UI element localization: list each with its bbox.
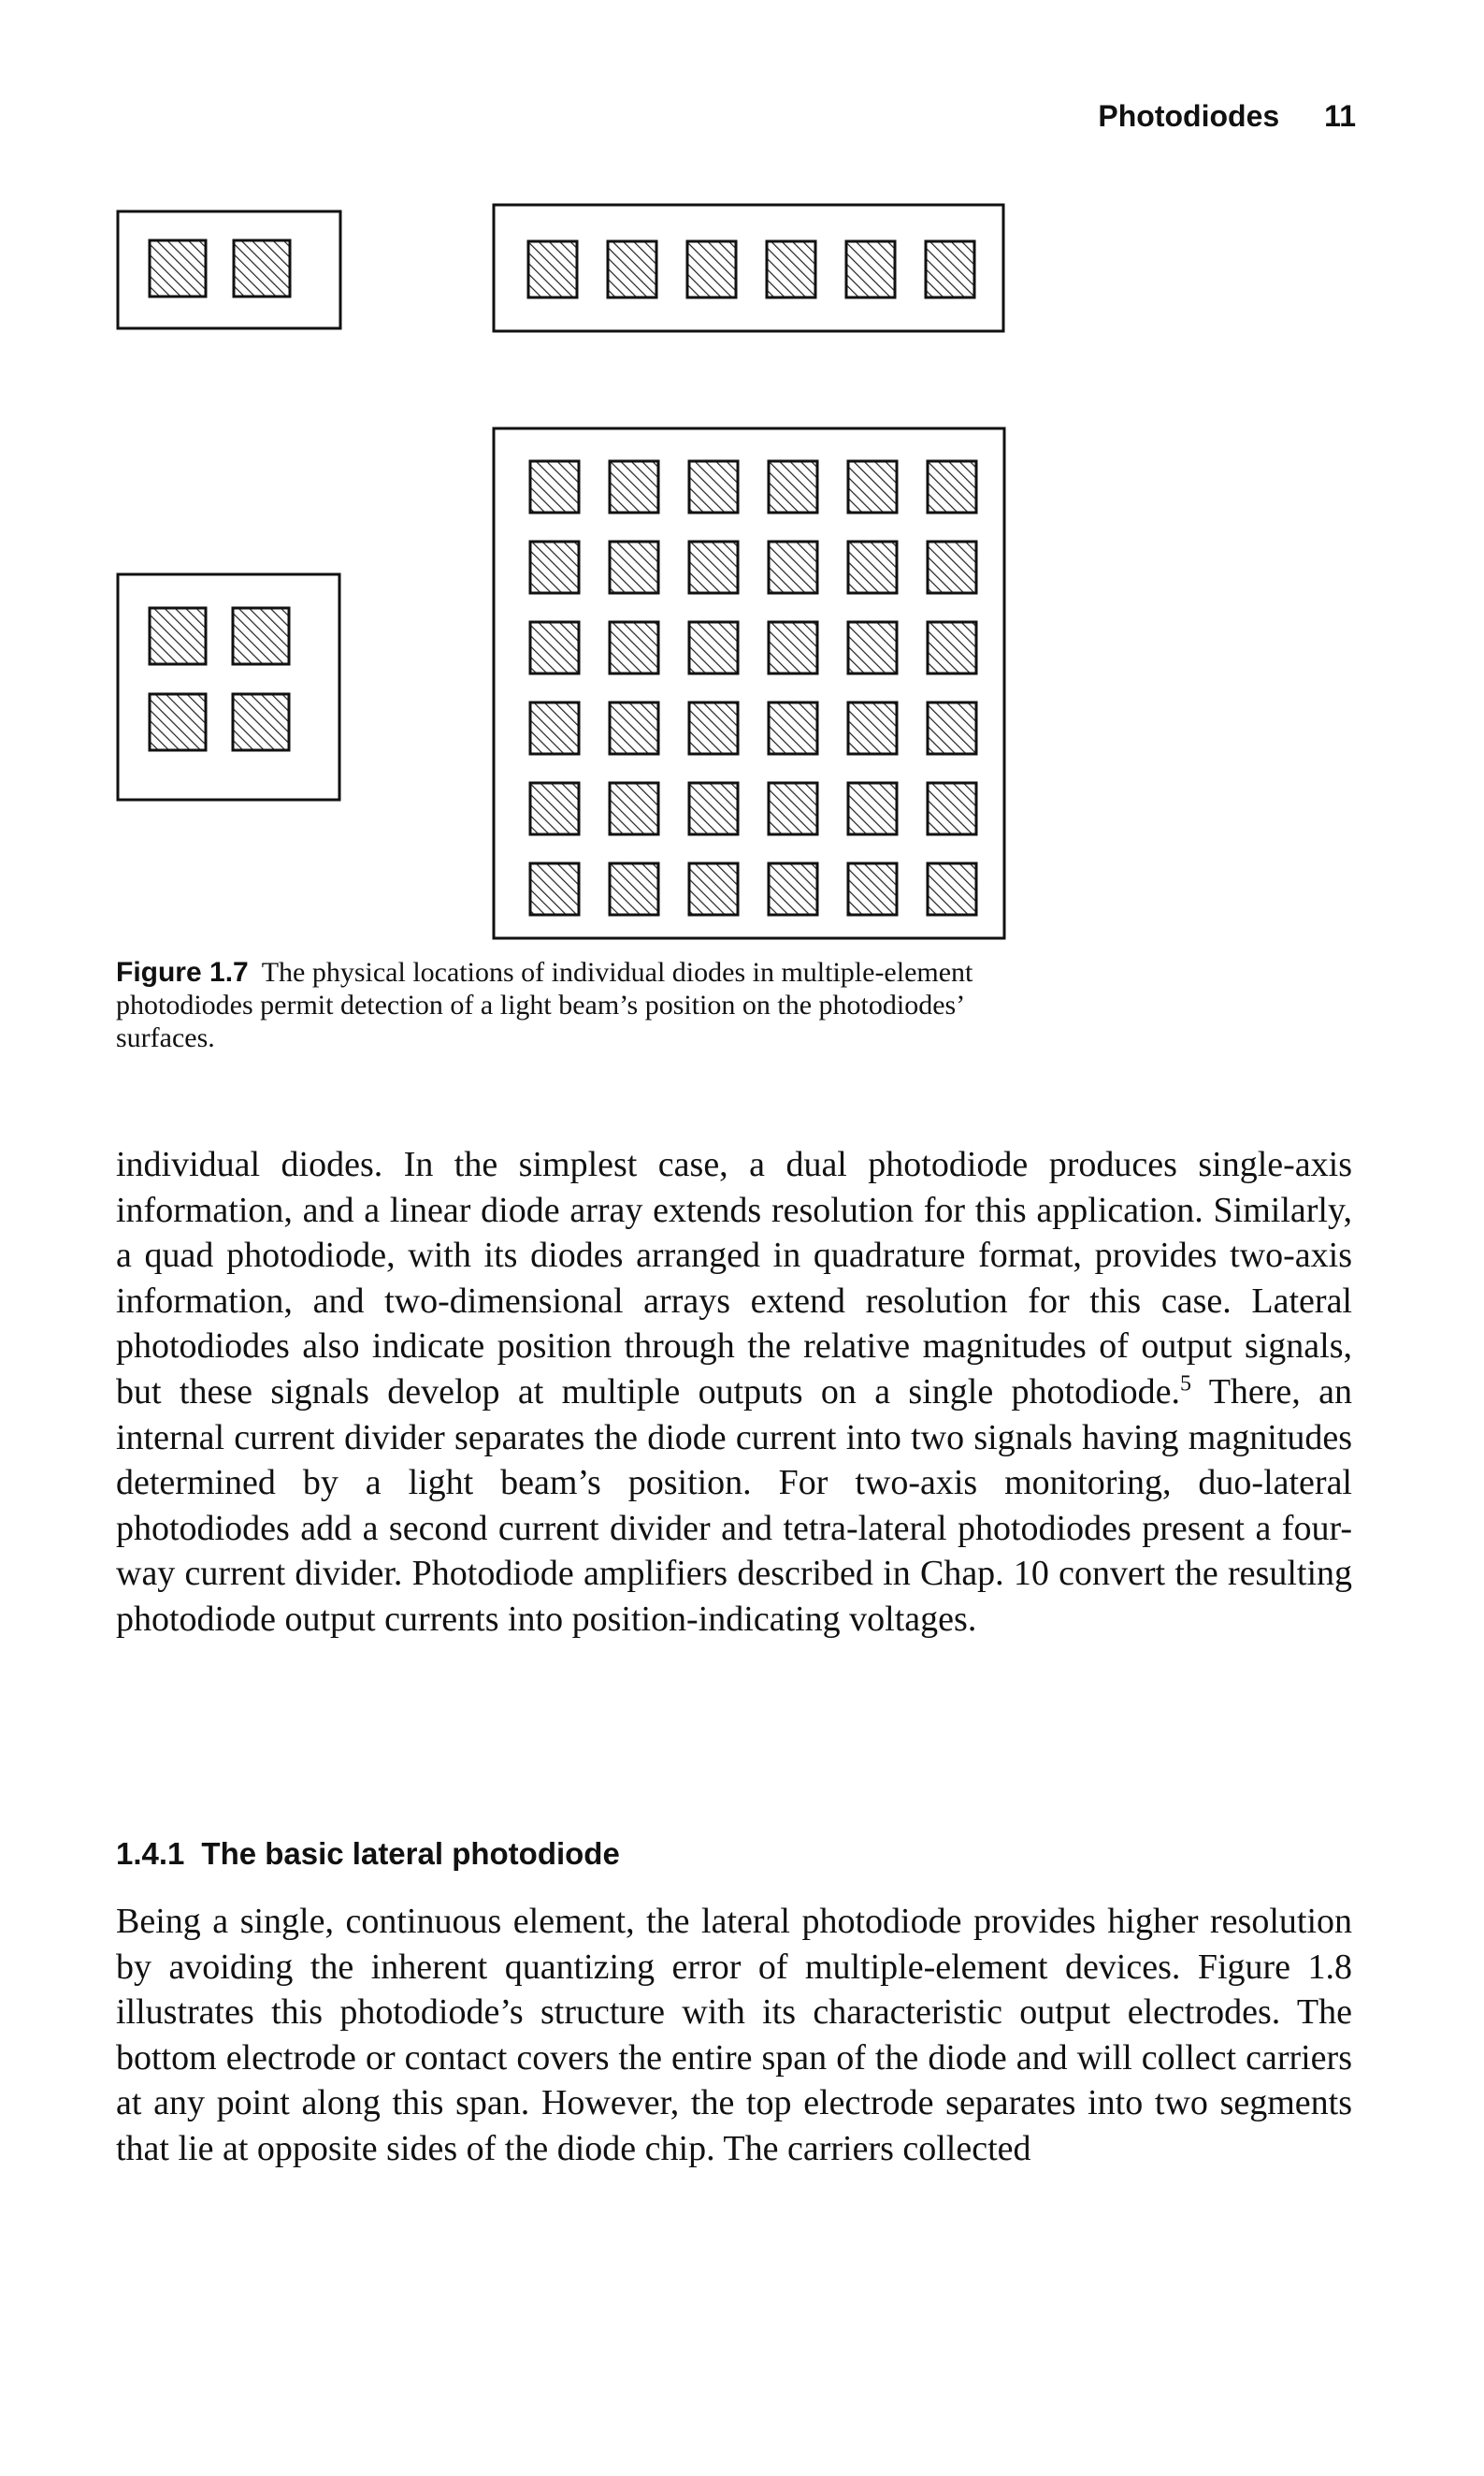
diode-element: [233, 608, 289, 664]
diode-element: [928, 863, 976, 915]
diode-element: [234, 240, 290, 297]
paragraph-1-text-a: individual diodes. In the simplest case, a dual photodiode produces single-axis information, and a linear diode array extends resolution for this application. Similarly, a quad photodiode, with its diodes arranged in quadrature format, provides two-axis information, and two-dimensional arrays extend resolution for this case. Lateral photodiodes also indicate position through the relative magnitudes of output signals, but these signals develop at multiple outputs on a single photodiode.: [116, 1145, 1352, 1412]
diode-element: [233, 694, 289, 750]
diode-element: [610, 542, 658, 593]
diode-element: [150, 694, 206, 750]
figure-caption-text: The physical locations of individual diodes in multiple-element photodiodes permit detection of a light beam’s position on the photodiodes’ surfaces.: [116, 957, 973, 1053]
diode-element: [610, 461, 658, 513]
diode-element: [846, 241, 895, 297]
diode-element: [926, 241, 974, 297]
diode-element: [528, 241, 577, 297]
diode-element: [928, 622, 976, 673]
diode-element: [689, 622, 738, 673]
diode-element: [689, 542, 738, 593]
body-paragraph-2: Being a single, continuous element, the lateral photodiode provides higher resolution by avoiding the inherent quantizing error of multiple-element devices. Figure 1.8 illustrates this photodiode’s structure with its characteristic output electrodes. The bottom electrode or contact covers the entire span of the diode and will collect carriers at any point along this span. However, the top electrode separates into two segments that lie at opposite sides of the diode chip. The carriers collected: [116, 1902, 1352, 2168]
page-number: 11: [1324, 99, 1356, 133]
section-number: 1.4.1: [116, 1836, 185, 1871]
diode-element: [610, 783, 658, 834]
diode-element: [610, 863, 658, 915]
diode-element: [769, 542, 817, 593]
diode-element: [530, 783, 579, 834]
diode-element: [530, 542, 579, 593]
running-head-title: Photodiodes: [1098, 99, 1280, 133]
dual-array: [118, 211, 340, 328]
diode-element: [610, 622, 658, 673]
diode-element: [769, 702, 817, 754]
diode-element: [848, 783, 897, 834]
diode-element: [689, 461, 738, 513]
figure-caption: [116, 956, 1021, 1054]
diode-element: [689, 863, 738, 915]
diode-element: [928, 702, 976, 754]
diode-element: [150, 608, 206, 664]
figure-label: Figure 1.7: [116, 957, 249, 988]
diode-element: [848, 461, 897, 513]
diode-element: [530, 863, 579, 915]
diode-element: [530, 622, 579, 673]
diode-element: [530, 702, 579, 754]
reference-superscript: 5: [1180, 1371, 1192, 1397]
diode-element: [928, 783, 976, 834]
diode-element: [928, 461, 976, 513]
diode-element: [687, 241, 736, 297]
diode-element: [769, 783, 817, 834]
paragraph-1-text-b: There, an internal current divider separates the diode current into two signals having magnitudes determined by a light beam’s position. For two-axis monitoring, duo-lateral photodiodes add a second current divider and tetra-lateral photodiodes present a four-way current divider. Photodiode amplifiers described in Chap. 10 convert the resulting photodiode output currents into position-indicating voltages.: [116, 1371, 1352, 1639]
diode-element: [610, 702, 658, 754]
diode-element: [769, 622, 817, 673]
linear-array: [494, 205, 1003, 331]
diode-element: [150, 240, 206, 297]
diode-element: [848, 542, 897, 593]
diode-element: [608, 241, 656, 297]
quad-array: [118, 574, 339, 800]
diode-element: [769, 863, 817, 915]
two-dimensional-array: [494, 428, 1004, 938]
section-heading: [116, 1836, 620, 1872]
diode-element: [530, 461, 579, 513]
diode-element: [767, 241, 815, 297]
section-title: The basic lateral photodiode: [201, 1836, 620, 1871]
diode-element: [689, 783, 738, 834]
diode-element: [848, 702, 897, 754]
diode-element: [689, 702, 738, 754]
figure-photodiode-arrays: [0, 0, 1484, 954]
diode-element: [848, 863, 897, 915]
diode-element: [769, 461, 817, 513]
diode-element: [928, 542, 976, 593]
body-paragraph-1: [116, 1142, 1352, 1643]
diode-element: [848, 622, 897, 673]
